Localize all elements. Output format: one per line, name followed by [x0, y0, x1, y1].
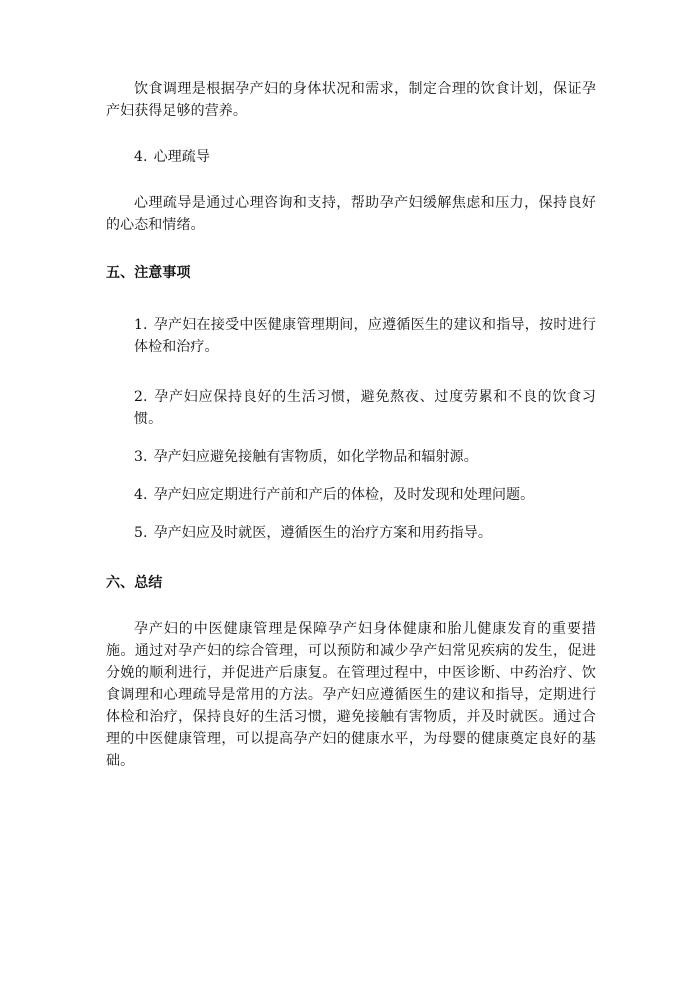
precaution-item	[106, 446, 596, 468]
item-psychological-guidance	[106, 146, 596, 168]
item-number: 4.	[134, 487, 148, 503]
item-number: 4.	[134, 149, 148, 165]
section-heading-summary: 六、总结	[106, 575, 163, 591]
precaution-item	[106, 484, 596, 506]
precaution-item	[106, 314, 596, 358]
precaution-item	[106, 522, 596, 544]
item-number: 3.	[134, 449, 148, 465]
item-number: 5.	[134, 525, 148, 541]
item-text: 孕产妇应保持良好的生活习惯，避免熬夜、过度劳累和不良的饮食习惯。	[134, 389, 596, 427]
item-text: 孕产妇应避免接触有害物质，如化学物品和辐射源。	[153, 449, 478, 465]
section-heading-precautions: 五、注意事项	[106, 265, 191, 281]
psych-paragraph: 心理疏导是通过心理咨询和支持，帮助孕产妇缓解焦虑和压力，保持良好的心态和情绪。	[106, 195, 596, 233]
item-title: 心理疏导	[153, 149, 210, 165]
item-number: 2.	[134, 389, 148, 405]
precaution-item	[106, 386, 596, 430]
item-number: 1.	[134, 317, 148, 333]
item-text: 孕产妇应定期进行产前和产后的体检，及时发现和处理问题。	[153, 487, 535, 503]
diet-paragraph: 饮食调理是根据孕产妇的身体状况和需求，制定合理的饮食计划，保证孕产妇获得足够的营养。	[106, 81, 596, 119]
summary-paragraph: 孕产妇的中医健康管理是保障孕产妇身体健康和胎儿健康发育的重要措施。通过对孕产妇的综合管理，可以预防和减少孕产妇常见疾病的发生，促进分娩的顺利进行，并促进产后康复。在管理过程中，中医诊断、中药治疗、饮食调理和心理疏导是常用的方法。孕产妇应遵循医生的建议和指导，定期进行体检和治疗，保持良好的生活习惯，避免接触有害物质，并及时就医。通过合理的中医健康管理，可以提高孕产妇的健康水平，为母婴的健康奠定良好的基础。	[106, 621, 596, 769]
item-text: 孕产妇应及时就医，遵循医生的治疗方案和用药指导。	[153, 525, 492, 541]
item-text: 孕产妇在接受中医健康管理期间，应遵循医生的建议和指导，按时进行体检和治疗。	[134, 317, 596, 355]
document-body	[106, 78, 596, 772]
